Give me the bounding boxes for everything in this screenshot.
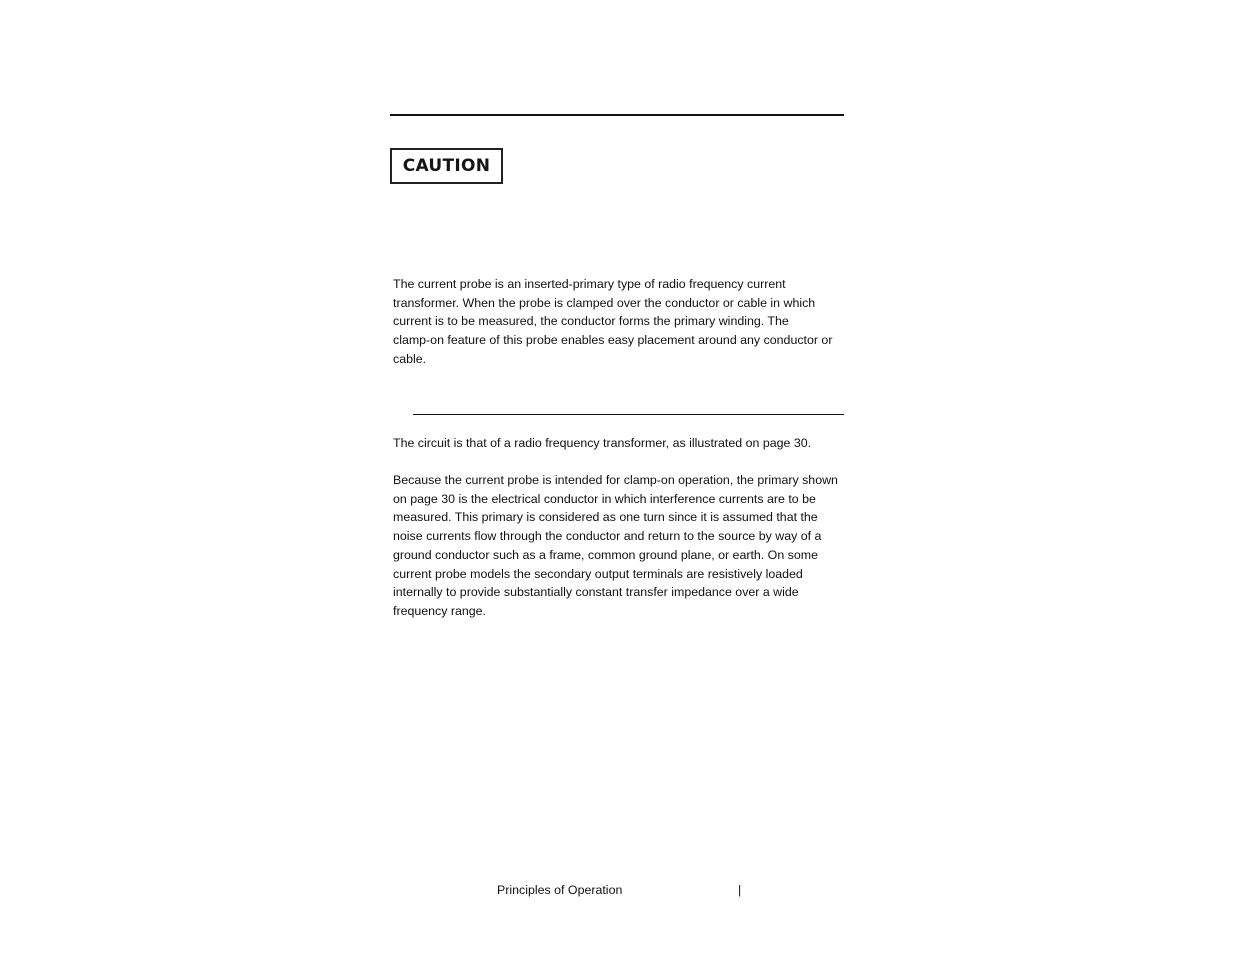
footer-chapter-title: Principles of Operation xyxy=(497,883,623,897)
caution-label: CAUTION xyxy=(402,156,491,176)
clamp-on-operation-paragraph: Because the current probe is intended for clamp-on operation, the primary shown on page 30 is the electrical conductor in which interference currents are to be measured. This primary is considered as one turn since it is assumed that the noise currents flow through the conductor and return to the source by way of a ground conductor such as a frame, common ground plane, or earth. On some current probe models the secondary output terminals are resistively loaded internally to provide substantially constant transfer impedance over a wide frequency range. xyxy=(393,473,838,618)
section-divider xyxy=(413,414,844,415)
top-rule xyxy=(390,114,844,116)
probe-description-paragraph: The current probe is an inserted-primary type of radio frequency current transformer. When the probe is clamped over the conductor or cable in which current is to be measured, the conductor forms the primary winding. The clamp-on feature of this probe enables easy placement around any conductor or cable. xyxy=(393,277,833,366)
footer-separator: | xyxy=(738,883,742,897)
circuit-paragraph: The circuit is that of a radio frequency transformer, as illustrated on page 30. xyxy=(393,436,812,450)
caution-box xyxy=(390,148,503,184)
